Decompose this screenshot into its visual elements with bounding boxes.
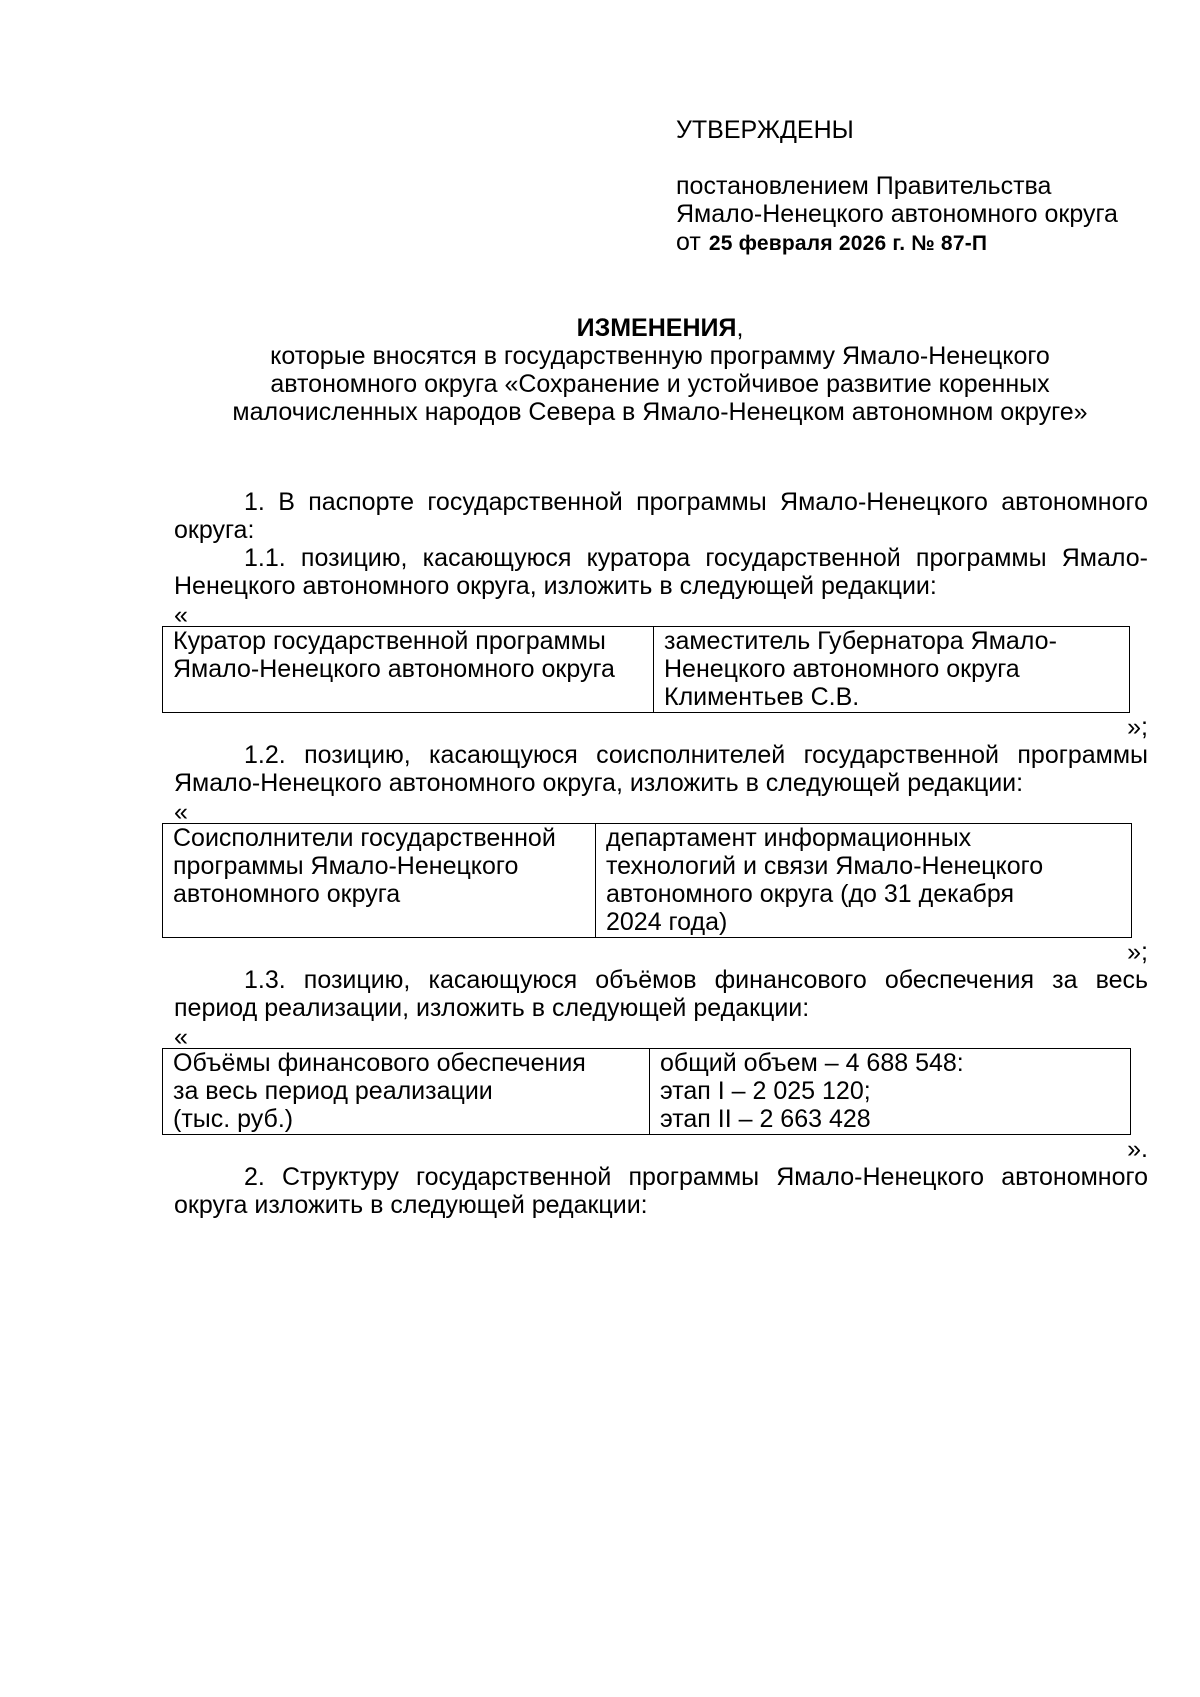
cell-line: Соисполнители государственной <box>173 824 556 852</box>
cell-line: автономного округа <box>173 880 401 908</box>
approval-date-row <box>676 228 1176 258</box>
quote-close-3: ». <box>1127 1135 1148 1163</box>
cell-line: департамент информационных <box>606 824 972 852</box>
approval-line-1: постановлением Правительства <box>676 172 1052 200</box>
cell-line: Ямало-Ненецкого автономного округа <box>173 655 615 683</box>
paragraph-2: 2. Структуру государственной программы Ямало-Ненецкого автономного округа изложить в следующей редакции: <box>174 1163 1148 1219</box>
heading-line-3: малочисленных народов Севера в Ямало-Ненецком автономном округе» <box>232 398 1088 426</box>
cell-line: Куратор государственной программы <box>173 627 606 655</box>
approval-date-value: 25 февраля 2026 г. № 87-П <box>708 232 988 255</box>
table-cell-left <box>163 1049 650 1135</box>
cell-line: автономного округа (до 31 декабря <box>606 880 1014 908</box>
paragraph-1: 1. В паспорте государственной программы Ямало-Ненецкого автономного округа: <box>174 488 1148 544</box>
table-cell-right <box>650 1049 1131 1135</box>
cell-line: этап I – 2 025 120; <box>660 1077 871 1105</box>
cell-line: Объёмы финансового обеспечения <box>173 1049 586 1077</box>
heading-line-1: которые вносятся в государственную программу Ямало-Ненецкого <box>270 342 1050 370</box>
cell-line: Ненецкого автономного округа <box>664 655 1020 683</box>
table-coexecutors <box>162 823 1132 938</box>
quote-open-1: « <box>174 601 188 629</box>
cell-line: 2024 года) <box>606 908 728 936</box>
cell-line: технологий и связи Ямало-Ненецкого <box>606 852 1044 880</box>
heading-title-suffix: , <box>736 314 744 342</box>
heading-title: ИЗМЕНЕНИЯ <box>576 314 737 342</box>
table-row <box>163 1049 1131 1135</box>
table-financing <box>162 1048 1131 1135</box>
table-curator <box>162 626 1130 713</box>
cell-line: заместитель Губернатора Ямало- <box>664 627 1057 655</box>
paragraph-1-3: 1.3. позицию, касающуюся объёмов финансового обеспечения за весь период реализации, изложить в следующей редакции: <box>174 966 1148 1022</box>
paragraph-1-2: 1.2. позицию, касающуюся соисполнителей государственной программы Ямало-Ненецкого автономного округа, изложить в следующей редакции: <box>174 741 1148 797</box>
quote-close-2: »; <box>1127 938 1148 966</box>
heading-line-2: автономного округа «Сохранение и устойчивое развитие коренных <box>270 370 1050 398</box>
table-cell-left <box>163 824 596 938</box>
table-row <box>163 824 1132 938</box>
cell-line: (тыс. руб.) <box>173 1105 294 1133</box>
table-cell-left <box>163 627 654 713</box>
approval-block <box>676 116 1176 258</box>
approval-title: УТВЕРЖДЕНЫ <box>676 116 854 144</box>
approval-date-prefix: от <box>676 228 701 256</box>
cell-line: Климентьев С.В. <box>664 683 860 711</box>
cell-line: общий объем – 4 688 548: <box>660 1049 964 1077</box>
heading-title-row <box>160 314 1160 342</box>
document-heading <box>160 314 1160 426</box>
quote-open-2: « <box>174 798 188 826</box>
table-row <box>163 627 1130 713</box>
quote-open-3: « <box>174 1023 188 1051</box>
table-cell-right <box>654 627 1130 713</box>
table-cell-right <box>596 824 1132 938</box>
cell-line: программы Ямало-Ненецкого <box>173 852 519 880</box>
cell-line: за весь период реализации <box>173 1077 493 1105</box>
cell-line: этап II – 2 663 428 <box>660 1105 871 1133</box>
paragraph-1-1: 1.1. позицию, касающуюся куратора государственной программы Ямало-Ненецкого автономного округа, изложить в следующей редакции: <box>174 544 1148 600</box>
approval-line-2: Ямало-Ненецкого автономного округа <box>676 200 1118 228</box>
quote-close-1: »; <box>1127 713 1148 741</box>
document-body <box>174 488 1148 1219</box>
